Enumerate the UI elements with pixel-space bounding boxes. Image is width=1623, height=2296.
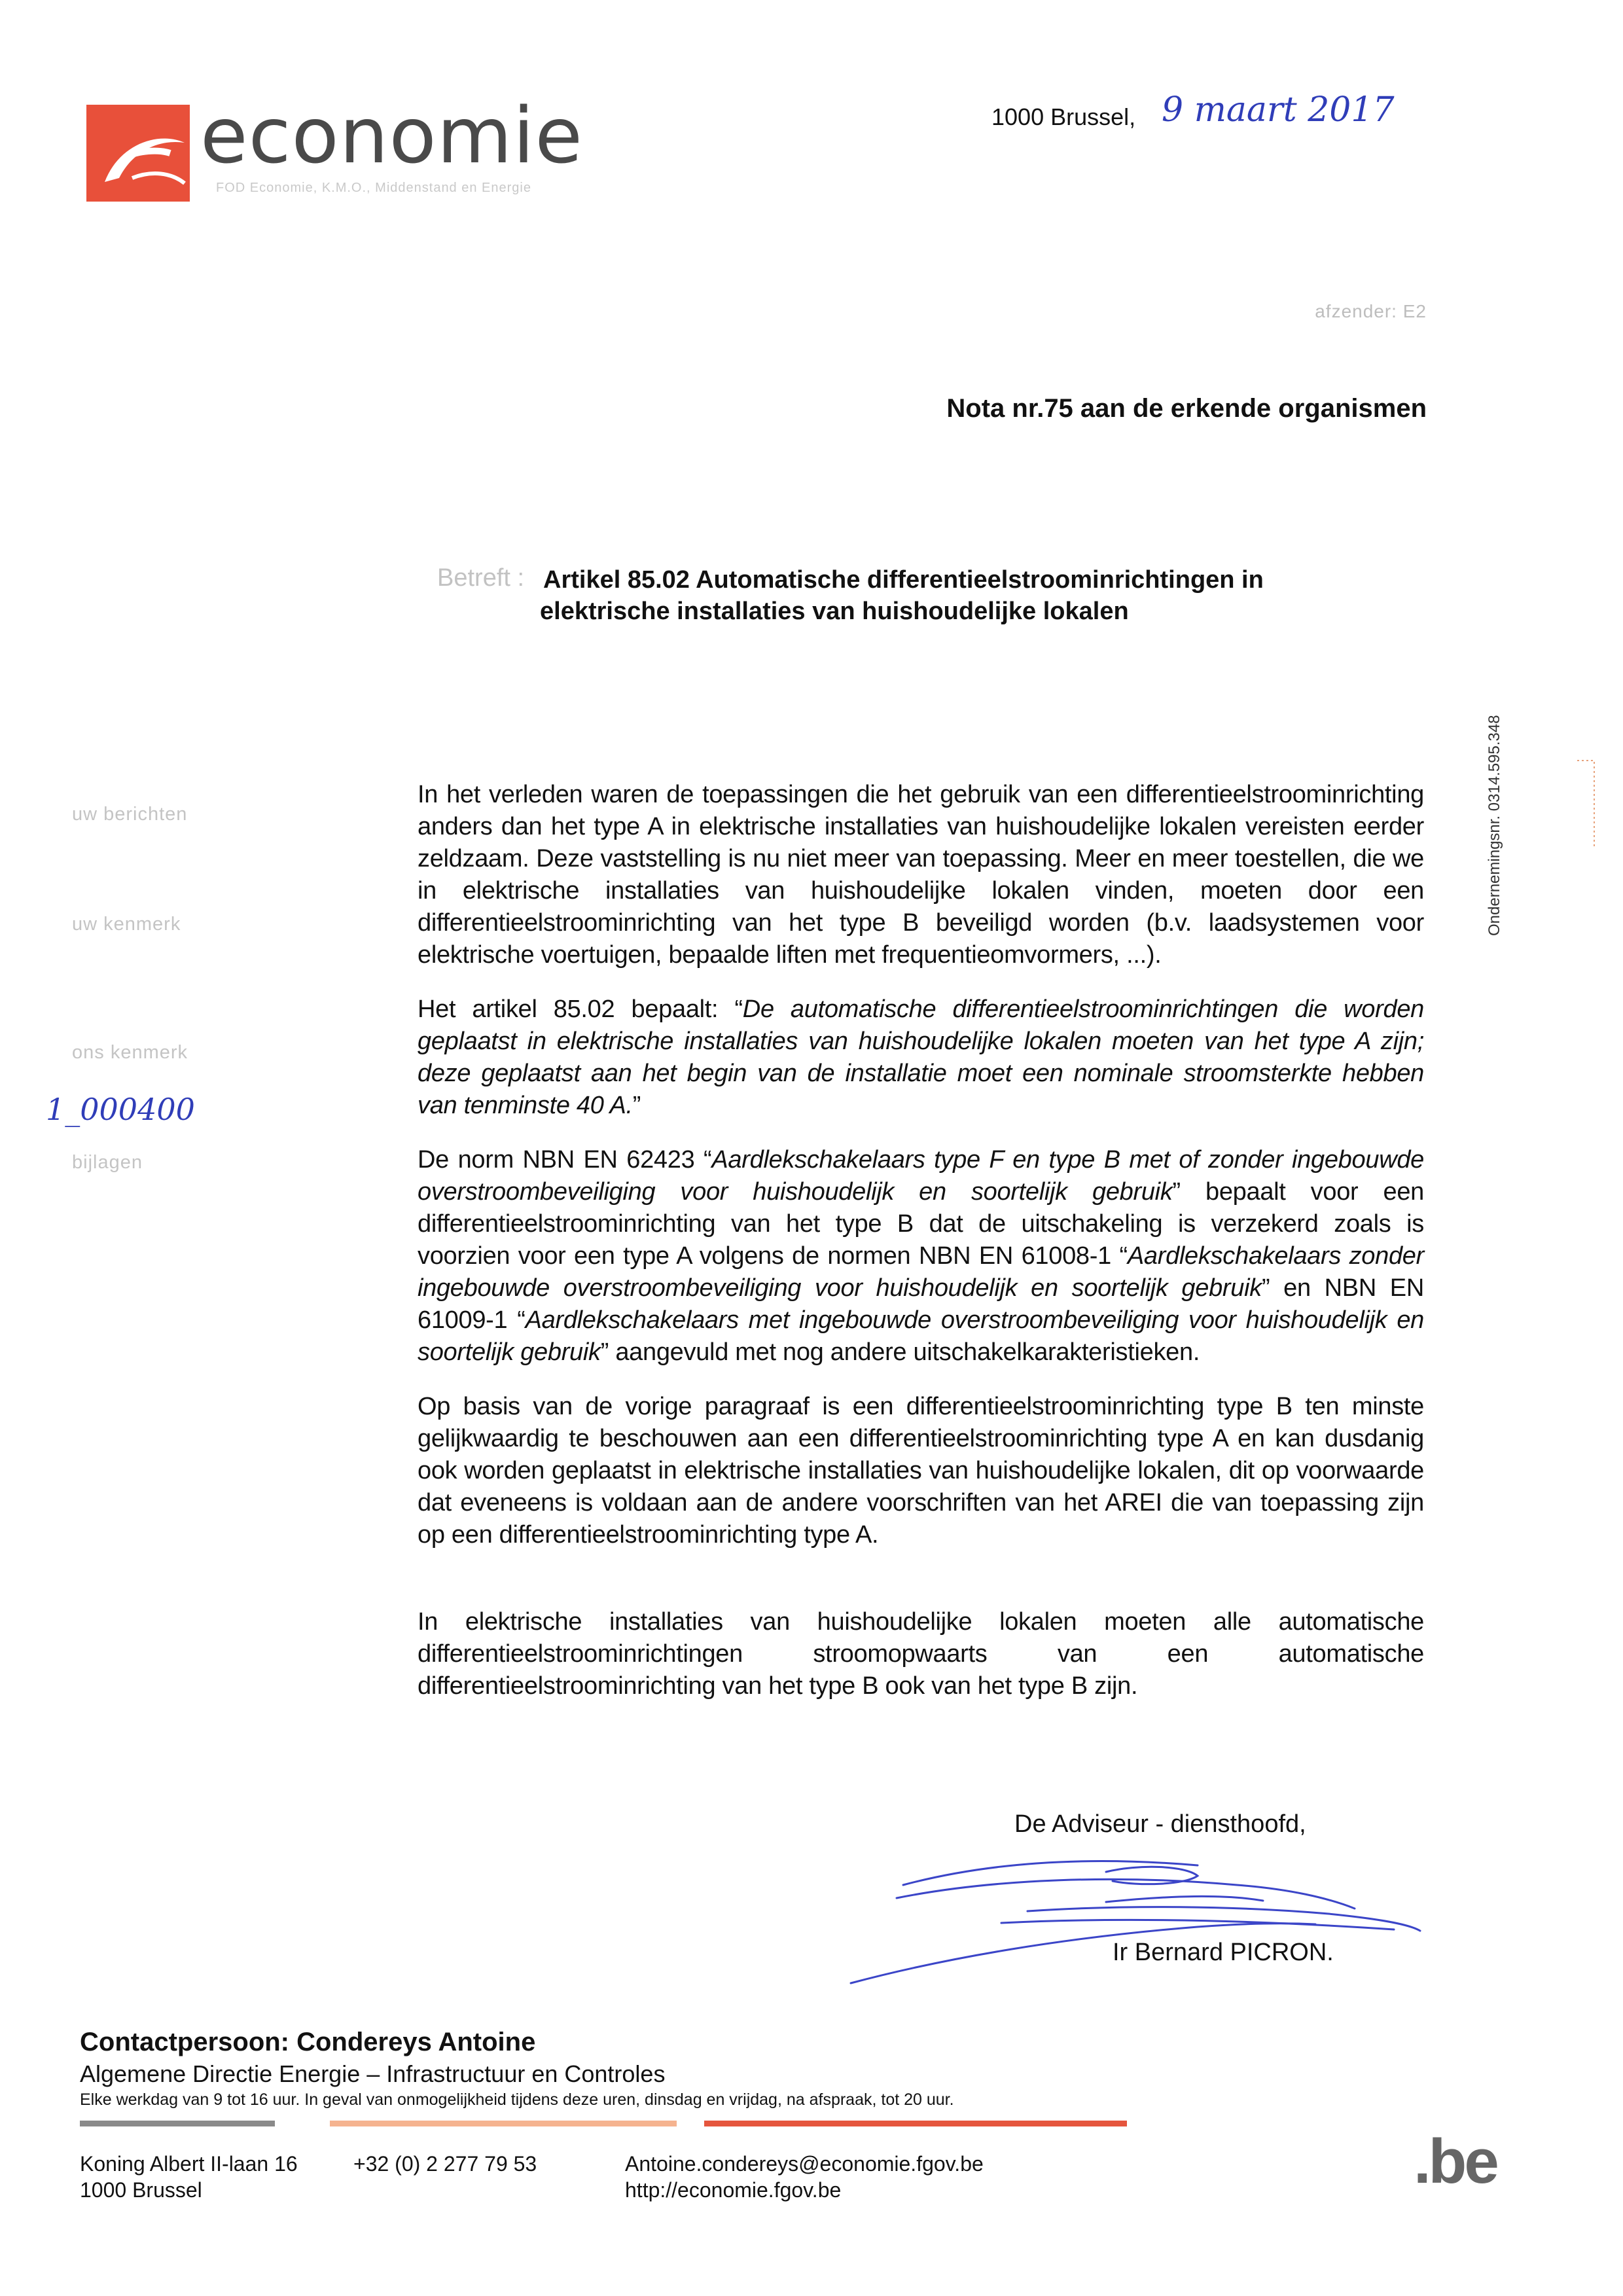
logo-wordmark: economie [200, 90, 583, 181]
nota-title: Nota nr.75 aan de erkende organismen [946, 394, 1427, 423]
body-paragraph-2 [418, 994, 1424, 1122]
norm-text-2: ” en NBN EN 61009-1 “ [418, 1274, 1424, 1334]
address-city: 1000 Brussel [80, 2178, 202, 2202]
footer-bar-orange [330, 2121, 677, 2126]
footer-address [80, 2151, 298, 2203]
body-paragraph-5: In elektrische installaties van huishoudelijke lokalen moeten alle automatische differentieelstroominrichtingen stroomopwaarts van een automatische differentieelstroominrichting van het type B ook van het type B zijn. [418, 1608, 1424, 1700]
signatory-name: Ir Bernard PICRON. [1113, 1939, 1334, 1966]
office-hours: Elke werkdag van 9 tot 16 uur. In geval van onmogelijkheid tijdens deze uren, dinsdag en vrijdag, na afspraak, tot 20 uur. [80, 2090, 954, 2109]
subject-line-2: elektrische installaties van huishoudelijke lokalen [540, 598, 1129, 625]
norm-title-62423: Aardlekschakelaars type F en type B met of zonder ingebouwde overstroombeveiliging voor huishoudelijk en soortelijk gebruik [418, 1146, 1424, 1206]
letter-place: 1000 Brussel, [991, 103, 1136, 130]
article-quote-open: Het artikel 85.02 bepaalt: “ [418, 996, 743, 1023]
subject-label: Betreft : [437, 564, 525, 592]
address-street: Koning Albert II-laan 16 [80, 2152, 298, 2176]
footer-contact-links [625, 2151, 984, 2203]
body-paragraph-4: Op basis van de vorige paragraaf is een differentieelstroominrichting type B ten minste gelijkwaardig te beschouwen aan een differentieelstroominrichting type A en kan dusdanig ook worden geplaatst in elektrische installaties van huishoudelijke lokalen, dit op voorwaarde dat eveneens is voldaan aan de andere voorschriften van het AREI die van toepassing zijn op een differentieelstroominrichting type A. [418, 1393, 1424, 1549]
article-quote-close: ” [632, 1092, 641, 1119]
subject-text [540, 564, 1420, 627]
footer-color-bars [80, 2121, 1127, 2128]
norm-title-61008: Aardlekschakelaars zonder ingebouwde overstroombeveiliging voor huishoudelijk en soortelijk gebruik [418, 1242, 1424, 1302]
signature-title: De Adviseur - diensthoofd, [1014, 1810, 1306, 1838]
edge-fold-mark [1576, 758, 1596, 850]
sender-code: afzender: E2 [1315, 301, 1427, 321]
letter-body [418, 779, 1424, 1725]
company-number: Ondernemingsnr. 0314.595.348 [1486, 715, 1503, 936]
website-link[interactable]: http://economie.fgov.be [625, 2178, 842, 2202]
department: Algemene Directie Energie – Infrastructuur en Controles [80, 2060, 666, 2087]
body-paragraph-1: In het verleden waren de toepassingen die het gebruik van een differentieelstroominrichting anders dan het type A in elektrische installaties van huishoudelijke lokalen vereisten eerder zeldzaam. Deze vaststelling is nu niet meer van toepassing. Meer en meer toestellen, die we in elektrische installaties van huishoudelijke lokalen vinden, moeten door een differentieelstroominrichting van het type B beveiligd worden (b.v. laadsystemen voor elektrische voertuigen, bepaalde liften met frequentieomvormers, ...). [418, 781, 1424, 969]
footer-phone: +32 (0) 2 277 79 53 [353, 2152, 537, 2176]
email-link[interactable]: Antoine.condereys@economie.fgov.be [625, 2152, 984, 2176]
norm-title-61009: Aardlekschakelaars met ingebouwde overstroombeveiliging voor huishoudelijk en soortelijk gebruik [418, 1306, 1424, 1366]
handwritten-signature [831, 1846, 1446, 1996]
uw-kenmerk-label: uw kenmerk [72, 914, 181, 935]
subject-line-1: Artikel 85.02 Automatische differentieelstroominrichtingen in [543, 566, 1264, 594]
bijlagen-label: bijlagen [72, 1152, 143, 1173]
be-logo: .be [1414, 2126, 1497, 2197]
body-paragraph-3 [418, 1144, 1424, 1369]
uw-berichten-label: uw berichten [72, 804, 188, 825]
contact-person: Contactpersoon: Condereys Antoine [80, 2028, 536, 2056]
norm-text: ” bepaalt voor een differentieelstroominrichting van het type B dat de uitschakeling is verzekerd zoals is voorzien voor een type A volgens de normen NBN EN 61008-1 “ [418, 1178, 1424, 1270]
norm-text-3: ” aangevuld met nog andere uitschakelkarakteristieken. [600, 1338, 1200, 1366]
logo-subtitle: FOD Economie, K.M.O., Middenstand en Energie [216, 181, 531, 195]
norm-intro: De norm NBN EN 62423 “ [418, 1146, 712, 1174]
footer-bar-red [704, 2121, 1127, 2126]
ons-kenmerk-label: ons kenmerk [72, 1042, 188, 1063]
ons-kenmerk-value: 1_000400 [46, 1092, 195, 1127]
footer-bar-grey [80, 2121, 275, 2126]
economie-logo-icon [86, 105, 190, 202]
handwritten-date: 9 maart 2017 [1162, 90, 1395, 130]
article-quote: De automatische differentieelstroominrichtingen die worden geplaatst in elektrische installaties van huishoudelijke lokalen moeten van het type A zijn; deze geplaatst aan het begin van de installatie moet een nominale stroomsterkte hebben van tenminste 40 A. [418, 996, 1424, 1119]
